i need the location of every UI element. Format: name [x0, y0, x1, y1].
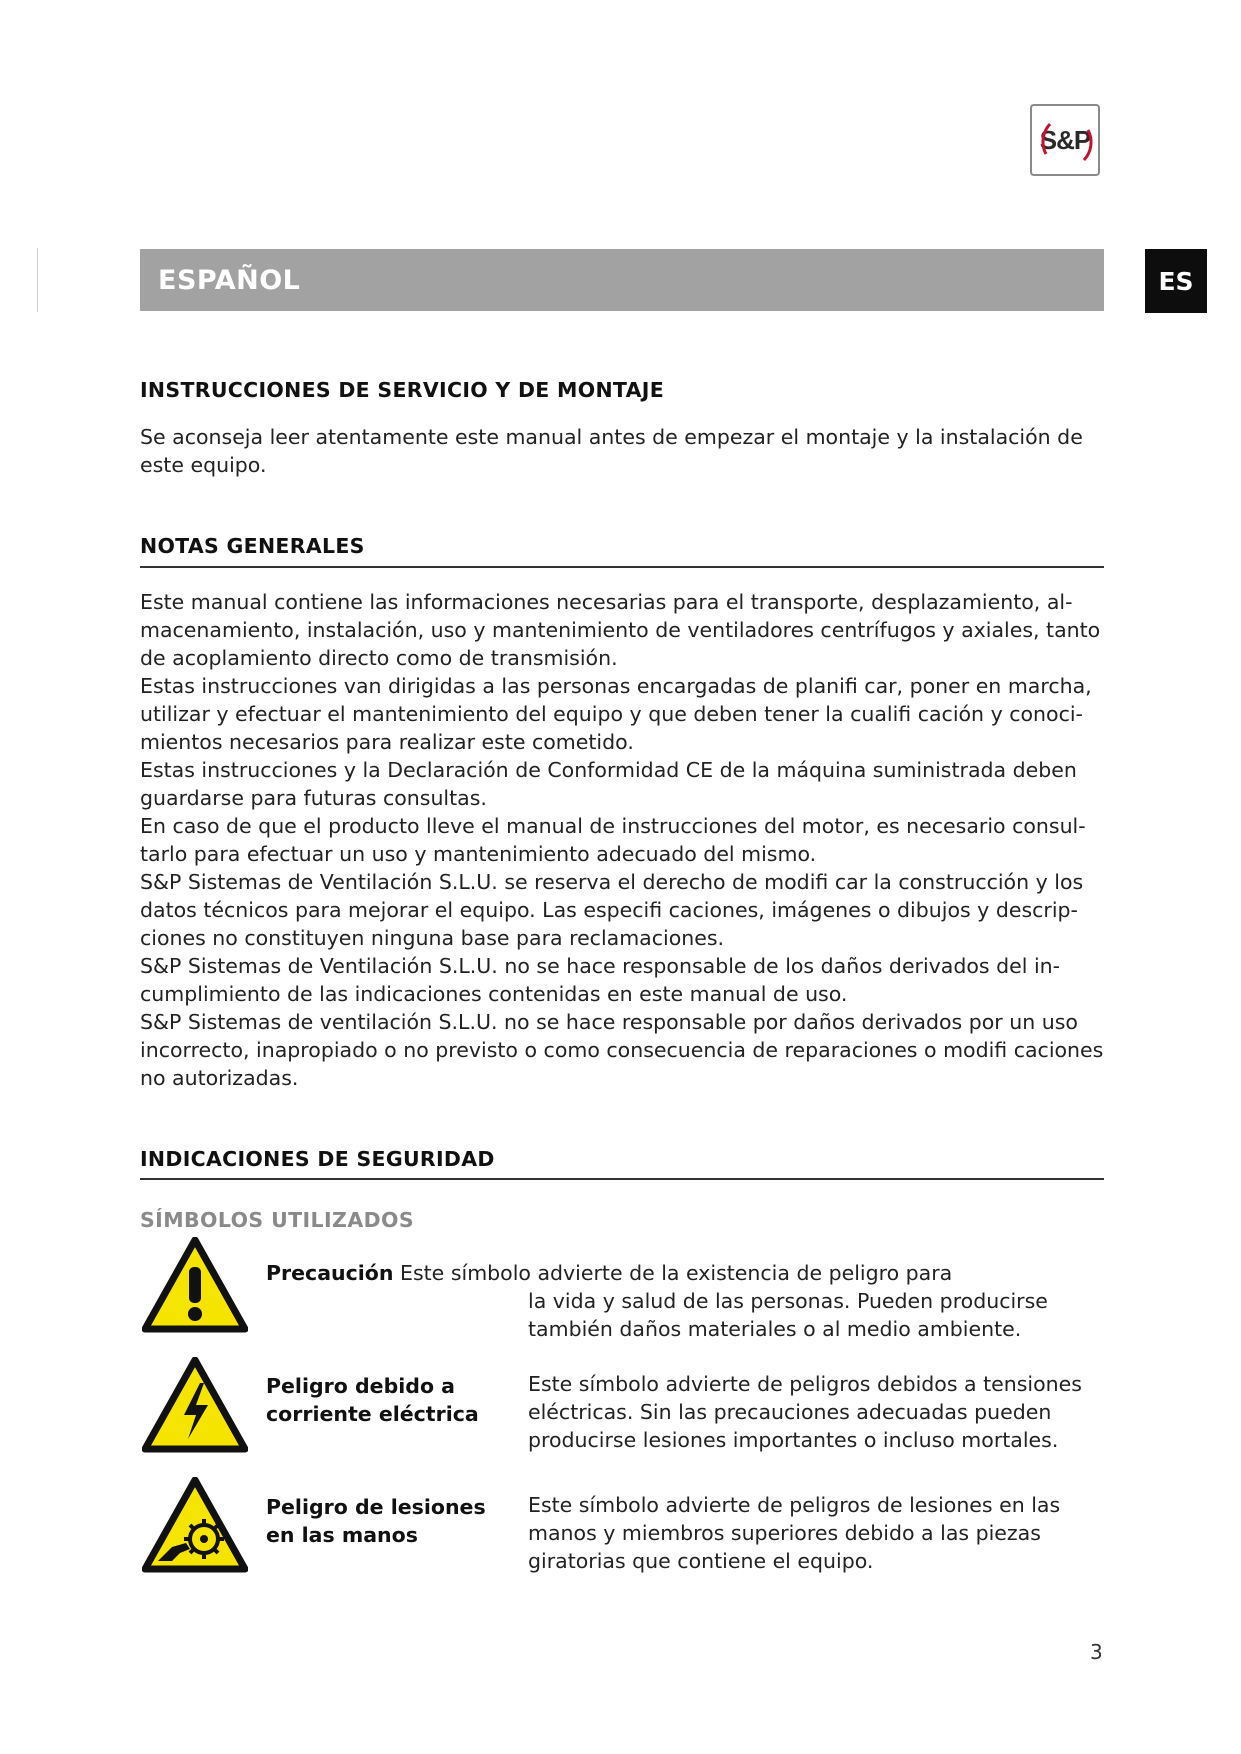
text-line: de acoplamiento directo como de transmisión. [140, 646, 618, 670]
heading-rule [140, 566, 1104, 568]
text-line: ciones no constituyen ninguna base para reclamaciones. [140, 926, 725, 950]
symbol-precaucion-lead [266, 1259, 952, 1287]
banner-title: ESPAÑOL [158, 264, 301, 296]
electric-hazard-icon [142, 1357, 248, 1453]
paragraph-instrucciones [140, 423, 1120, 479]
text-line: giratorias que contiene el equipo. [528, 1549, 874, 1573]
text-line: Este símbolo advierte de peligros de lesiones en las [528, 1493, 1061, 1517]
warning-exclamation-icon [142, 1237, 248, 1333]
title-line: Peligro de lesiones [266, 1495, 486, 1519]
text-line: Este manual contiene las informaciones necesarias para el transporte, desplazamiento, al- [140, 590, 1073, 614]
hand-injury-hazard-icon [142, 1477, 248, 1573]
text-line: guardarse para futuras consultas. [140, 786, 487, 810]
text-line: cumplimiento de las indicaciones contenidas en este manual de uso. [140, 982, 848, 1006]
text-line: incorrecto, inapropiado o no previsto o como consecuencia de reparaciones o modifi caciones [140, 1038, 1104, 1062]
text-line: macenamiento, instalación, uso y mantenimiento de ventiladores centrífugos y axiales, tanto [140, 618, 1101, 642]
text-line: tarlo para efectuar un uso y mantenimiento adecuado del mismo. [140, 842, 817, 866]
sp-logo [1030, 104, 1100, 176]
text-line: eléctricas. Sin las precauciones adecuadas pueden [528, 1400, 1052, 1424]
paragraph-notas-generales [140, 588, 1120, 1092]
text-line: S&P Sistemas de Ventilación S.L.U. se reserva el derecho de modifi car la construcción y los [140, 870, 1084, 894]
page-number: 3 [1090, 1640, 1103, 1664]
title-line: corriente eléctrica [266, 1402, 479, 1426]
text-line: datos técnicos para mejorar el equipo. Las especifi caciones, imágenes o dibujos y descrip- [140, 898, 1078, 922]
text-line: Este símbolo advierte de peligros debidos a tensiones [528, 1372, 1082, 1396]
text-line: S&P Sistemas de ventilación S.L.U. no se hace responsable por daños derivados por un uso [140, 1010, 1078, 1034]
symbol-title: Precaución [266, 1261, 394, 1285]
symbol-electric-title [266, 1372, 479, 1428]
text-line: S&P Sistemas de Ventilación S.L.U. no se hace responsable de los daños derivados del in- [140, 954, 1061, 978]
text-line: Estas instrucciones van dirigidas a las personas encargadas de planifi car, poner en marcha, [140, 674, 1092, 698]
symbol-precaucion-description [528, 1287, 1128, 1343]
symbol-hand-title [266, 1493, 486, 1549]
symbol-electric-description [528, 1370, 1128, 1454]
title-line: en las manos [266, 1523, 418, 1547]
heading-instrucciones: INSTRUCCIONES DE SERVICIO Y DE MONTAJE [140, 378, 665, 402]
text-line: no autorizadas. [140, 1066, 299, 1090]
symbol-hand-description [528, 1491, 1128, 1575]
text-line: la vida y salud de las personas. Pueden producirse [528, 1289, 1048, 1313]
heading-notas-generales: NOTAS GENERALES [140, 534, 365, 558]
text-line: este equipo. [140, 453, 267, 477]
logo-text: S&P [1039, 124, 1091, 155]
text-line: Se aconseja leer atentamente este manual antes de empezar el montaje y la instalación de [140, 425, 1083, 449]
heading-indicaciones-seguridad: INDICACIONES DE SEGURIDAD [140, 1147, 495, 1171]
text-line: mientos necesarios para realizar este cometido. [140, 730, 634, 754]
text-line: En caso de que el producto lleve el manual de instrucciones del motor, es necesario consul- [140, 814, 1086, 838]
symbol-lead-text: Este símbolo advierte de la existencia de peligro para [400, 1261, 953, 1285]
margin-rule [37, 248, 38, 312]
heading-rule [140, 1178, 1104, 1180]
text-line: utilizar y efectuar el mantenimiento del equipo y que deben tener la cualifi cación y conoci- [140, 702, 1083, 726]
language-tab [1145, 249, 1207, 313]
text-line: manos y miembros superiores debido a las piezas [528, 1521, 1041, 1545]
language-banner [140, 249, 1104, 311]
text-line: Estas instrucciones y la Declaración de Conformidad CE de la máquina suministrada deben [140, 758, 1077, 782]
title-line: Peligro debido a [266, 1374, 455, 1398]
text-line: producirse lesiones importantes o incluso mortales. [528, 1428, 1059, 1452]
subheading-simbolos: SÍMBOLOS UTILIZADOS [140, 1208, 414, 1232]
text-line: también daños materiales o al medio ambiente. [528, 1317, 1022, 1341]
language-tab-label: ES [1158, 266, 1194, 296]
